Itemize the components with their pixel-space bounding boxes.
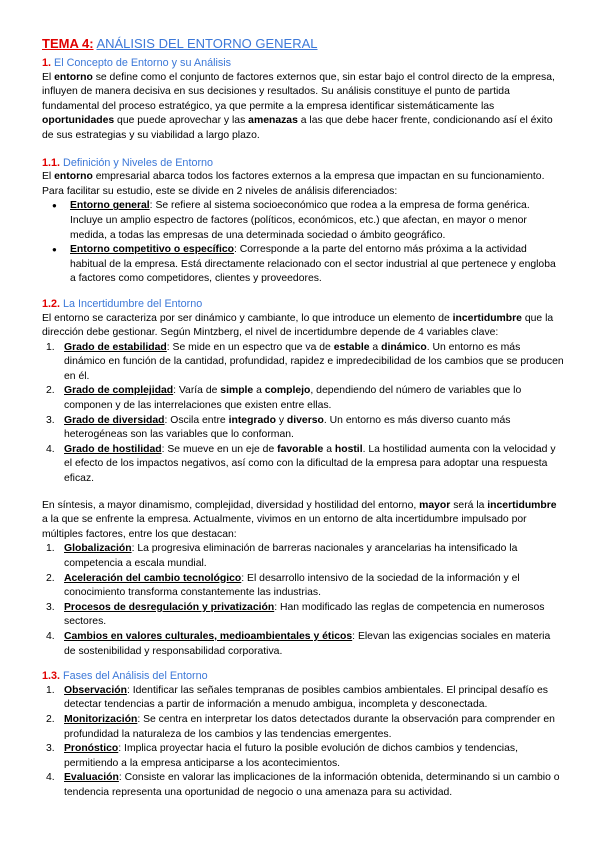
bold-text: dinámico bbox=[381, 341, 427, 353]
list-item bbox=[46, 771, 564, 800]
text-run: será la bbox=[450, 499, 488, 511]
title-prefix: TEMA 4: bbox=[42, 36, 94, 51]
text-run: : La progresiva eliminación de barreras nacionales y arancelarias ha intensificado la competencia a escala mundial. bbox=[64, 543, 518, 569]
list-number: 2. bbox=[46, 385, 55, 397]
section-1-3-number: 1.3. bbox=[42, 670, 61, 683]
text-run: El bbox=[42, 71, 55, 83]
text-run: : Oscila entre bbox=[164, 414, 229, 426]
list-item bbox=[46, 572, 564, 601]
text-run: , dependiendo del número de variables que lo componen y de las interrelaciones que existen entre ellas. bbox=[64, 385, 522, 412]
list-term: Monitorización bbox=[64, 713, 138, 725]
list-term: Pronóstico bbox=[64, 743, 119, 755]
text-run: y bbox=[275, 414, 287, 426]
text-run: : Identificar las señales tempranas de posibles cambios ambientales. El principal desafío es detectar tendencias a partir de información a menudo ambigua, incompleta y desconectada. bbox=[64, 684, 548, 711]
text-run: a bbox=[323, 443, 335, 455]
text-run: que la dirección debe gestionar. Según Mintzberg, el nivel de incertidumbre depende de 4 variables clave: bbox=[42, 312, 554, 339]
text-run: se define como el conjunto de factores externos que, sin estar bajo el control directo de la empresa, influyen de manera decisiva en sus decisiones y resultados. Su análisis constituye el punto de partida fundamental del proceso estratégico, ya que permite a la empresa identificar sistemáticamente las bbox=[42, 71, 555, 112]
list-item bbox=[46, 601, 564, 630]
list-item bbox=[70, 199, 564, 243]
list-number: 1. bbox=[46, 341, 55, 353]
section-1-paragraph bbox=[42, 71, 564, 144]
text-run: a las que debe hacer frente, condicionando así el éxito de sus estrategias y su viabilidad a largo plazo. bbox=[42, 115, 553, 141]
list-item bbox=[46, 630, 564, 659]
list-term: Observación bbox=[64, 684, 127, 696]
text-run: : Implica proyectar hacia el futuro la posible evolución de dichos cambios y tendencias, permitiendo a la empresa anticiparse a los acontecimientos. bbox=[64, 743, 518, 769]
section-1-heading bbox=[42, 56, 564, 71]
section-1-1-paragraph bbox=[42, 170, 564, 199]
section-1-2-heading bbox=[42, 297, 564, 312]
bold-text: diverso bbox=[286, 414, 324, 426]
list-item bbox=[70, 243, 564, 287]
document-title bbox=[42, 36, 564, 52]
list-term: Evaluación bbox=[64, 772, 119, 784]
section-1-1-title: Definición y Niveles de Entorno bbox=[63, 156, 214, 169]
list-item bbox=[46, 384, 564, 413]
list-text: : Se refiere al sistema socioeconómico que rodea a la empresa de forma genérica. Incluye un amplio espectro de factores (políticos, económicos, etc.) que afectan, en mayor o menor medida, a todas las empresas de una determinada sociedad o ámbito geográfico. bbox=[70, 200, 530, 241]
text-run: a la que se enfrente la empresa. Actualmente, vivimos en un entorno de alta incertidumbre impulsado por múltiples factores, entre los que destacan: bbox=[42, 514, 527, 540]
text-run: : Han modificado las reglas de competencia en numerosos sectores. bbox=[64, 601, 545, 628]
text-run: : Se centra en interpretar los datos detectados durante la observación para comprender en profundidad la naturaleza de los cambios y las tendencias emergentes. bbox=[64, 713, 555, 740]
list-text: : Corresponde a la parte del entorno más próxima a la actividad habitual de la empresa. Está directamente relacionado con el sector industrial al que pertenece y engloba a factores como competidores, clientes y proveedores. bbox=[70, 244, 556, 285]
bold-text: amenazas bbox=[248, 115, 298, 127]
list-term: Grado de complejidad bbox=[64, 385, 174, 397]
text-run: En síntesis, a mayor dinamismo, complejidad, diversidad y hostilidad del entorno, bbox=[42, 499, 420, 511]
section-1-title: El Concepto de Entorno y su Análisis bbox=[54, 57, 232, 69]
text-run: empresarial abarca todos los factores externos a la empresa que impactan en su funcionamiento. Para facilitar su estudio, este se divide en 2 niveles de análisis diferenciados: bbox=[42, 171, 545, 197]
entorno-levels-list bbox=[42, 199, 564, 287]
section-1-3-title: Fases del Análisis del Entorno bbox=[63, 670, 208, 683]
text-run: : Varía de bbox=[173, 385, 221, 397]
list-number: 4. bbox=[46, 772, 55, 784]
list-term: Cambios en valores culturales, medioambientales y éticos bbox=[64, 630, 353, 642]
section-1-3-heading bbox=[42, 669, 564, 684]
section-1-1-heading bbox=[42, 156, 564, 171]
list-item bbox=[46, 542, 564, 571]
bold-text: entorno bbox=[54, 71, 93, 83]
list-term: Entorno competitivo o específico bbox=[70, 244, 234, 256]
section-1-1-number: 1.1. bbox=[42, 156, 61, 169]
list-number: 3. bbox=[46, 414, 55, 426]
list-term: Grado de estabilidad bbox=[64, 341, 167, 353]
text-run: : Se mide en un espectro que va de bbox=[166, 341, 334, 353]
list-number: 4. bbox=[46, 443, 55, 455]
bold-text: simple bbox=[220, 385, 254, 397]
bold-text: complejo bbox=[264, 385, 311, 397]
list-term: Globalización bbox=[64, 543, 132, 555]
list-term: Entorno general bbox=[70, 200, 150, 212]
list-term: Procesos de desregulación y privatización bbox=[64, 601, 275, 613]
list-item bbox=[46, 684, 564, 713]
list-number: 1. bbox=[46, 543, 55, 555]
text-run: : Consiste en valorar las implicaciones de la información obtenida, determinando si un cambio o tendencia representa una oportunidad de negocio o una amenaza para su actividad. bbox=[64, 772, 560, 798]
text-run: . Un entorno es más dinámico en función de la cantidad, profundidad, rapidez e impredecibilidad de los cambios que se producen en él. bbox=[64, 341, 564, 382]
list-item bbox=[46, 414, 564, 443]
list-number: 1. bbox=[46, 684, 55, 696]
uncertainty-variables-list bbox=[42, 341, 564, 487]
section-1-number: 1. bbox=[42, 57, 52, 69]
text-run: El entorno se caracteriza por ser dinámico y cambiante, lo que introduce un elemento de bbox=[42, 312, 453, 324]
text-run: a bbox=[253, 385, 265, 397]
bold-text: favorable bbox=[277, 443, 324, 455]
analysis-phases-list bbox=[42, 684, 564, 801]
section-1-2-summary-paragraph bbox=[42, 499, 564, 543]
bold-text: hostil bbox=[334, 443, 363, 455]
text-run: : Se mueve en un eje de bbox=[161, 443, 278, 455]
list-term: Grado de hostilidad bbox=[64, 443, 162, 455]
bold-text: entorno bbox=[54, 171, 93, 183]
bold-text: mayor bbox=[419, 499, 451, 511]
section-1-2-number: 1.2. bbox=[42, 297, 61, 310]
list-term: Grado de diversidad bbox=[64, 414, 165, 426]
section-1-2-paragraph bbox=[42, 312, 564, 341]
list-number: 4. bbox=[46, 630, 55, 642]
list-number: 2. bbox=[46, 572, 55, 584]
list-number: 3. bbox=[46, 743, 55, 755]
bold-text: integrado bbox=[228, 414, 276, 426]
list-number: 2. bbox=[46, 713, 55, 725]
list-item bbox=[46, 341, 564, 385]
text-run: . La hostilidad aumenta con la velocidad y el efecto de los impactos negativos, así como con la dificultad de la empresa para adoptar una respuesta eficaz. bbox=[64, 443, 556, 485]
bold-text: incertidumbre bbox=[452, 312, 522, 324]
text-run: que puede aprovechar y las bbox=[114, 115, 249, 127]
list-term: Aceleración del cambio tecnológico bbox=[64, 572, 242, 584]
bold-text: estable bbox=[333, 341, 370, 353]
text-run: : Elevan las exigencias sociales en materia de sostenibilidad y responsabilidad corporativa. bbox=[64, 630, 551, 657]
list-item bbox=[46, 713, 564, 742]
bold-text: oportunidades bbox=[42, 115, 115, 127]
list-number: 3. bbox=[46, 601, 55, 613]
list-item bbox=[46, 443, 564, 487]
section-1-2-title: La Incertidumbre del Entorno bbox=[63, 297, 203, 310]
text-run: : El desarrollo intensivo de la sociedad de la información y el conocimiento transforma constantemente las industrias. bbox=[64, 572, 520, 599]
bold-text: incertidumbre bbox=[487, 499, 557, 511]
text-run: . Un entorno es más diverso cuanto más heterogéneas son las variables que lo conforman. bbox=[64, 414, 511, 441]
list-item bbox=[46, 742, 564, 771]
document-page bbox=[42, 30, 564, 801]
text-run: a bbox=[369, 341, 382, 353]
uncertainty-factors-list bbox=[42, 542, 564, 659]
text-run: El bbox=[42, 171, 55, 183]
title-text: ANÁLISIS DEL ENTORNO GENERAL bbox=[96, 36, 318, 51]
